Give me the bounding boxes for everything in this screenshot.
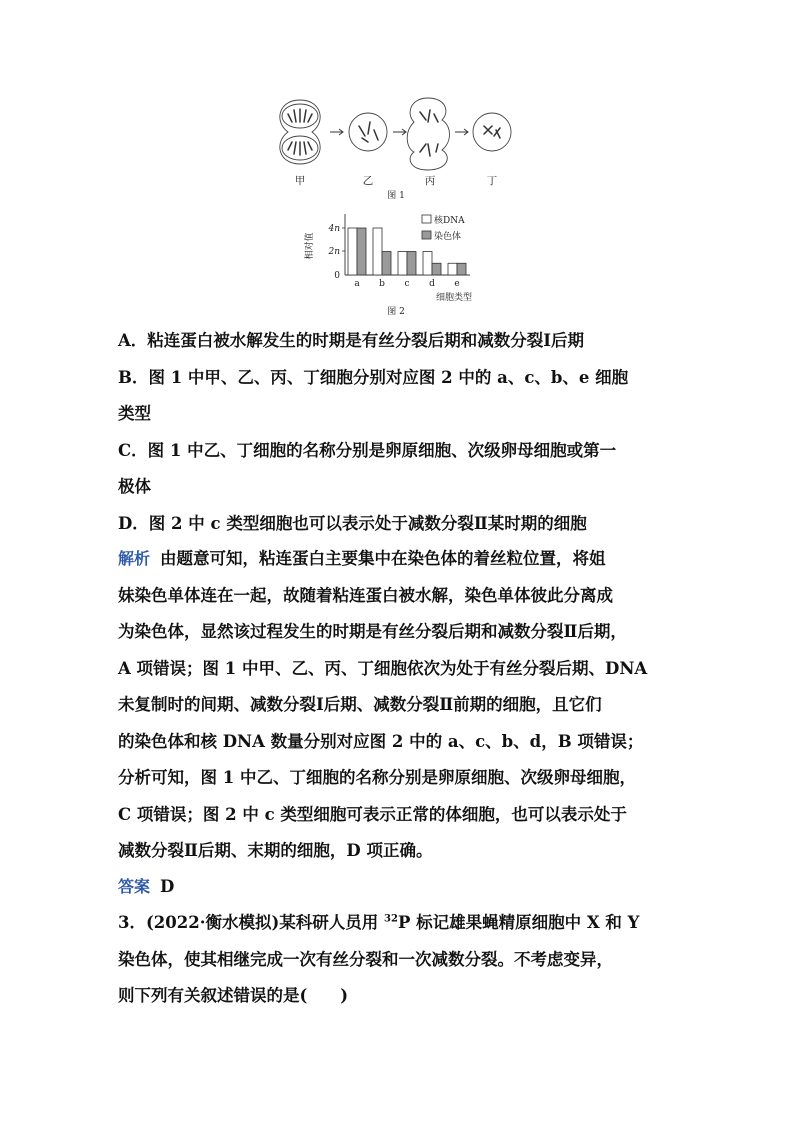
label-jia: 甲 [294, 175, 306, 187]
figure1-caption: 图 1 [387, 191, 405, 201]
bar-dna-b [373, 228, 382, 275]
label-ding: 丁 [486, 175, 498, 187]
option-d: D．图 2 中 c 类型细胞也可以表示处于减数分裂Ⅱ某时期的细胞 [118, 513, 587, 533]
legend-dna-label: 核DNA [434, 216, 465, 226]
legend-chromosome-label: 染色体 [434, 232, 462, 242]
cell-bing [407, 98, 449, 170]
y-axis-label: 相对值 [305, 232, 315, 260]
bar-chromosome-e [457, 263, 466, 275]
analysis-line: C 项错误；图 2 中 c 类型细胞可表示正常的体细胞，也可以表示处于 [118, 804, 627, 824]
answer-value: D [160, 877, 175, 896]
bar-chromosome-b [382, 252, 391, 276]
figure-block [270, 92, 516, 318]
bar-dna-a [348, 228, 357, 275]
answer-block [118, 869, 688, 906]
bar-dna-c [398, 252, 407, 276]
ytick-0: 0 [334, 271, 340, 281]
analysis-line: 未复制时的间期、减数分裂Ⅰ后期、减数分裂Ⅱ前期的细胞，且它们 [118, 695, 602, 714]
x-tick-labels [354, 279, 459, 289]
x-tick-d: d [429, 279, 435, 289]
option-c-line1: C．图 1 中乙、丁细胞的名称分别是卵原细胞、次级卵母细胞或第一 [118, 440, 617, 460]
label-bing: 丙 [424, 175, 436, 187]
analysis-tag: 解析 [118, 549, 151, 568]
ytick-2n: 2n [328, 247, 340, 257]
cell-yi [349, 113, 387, 151]
question-3-line2: 染色体，使其相继完成一次有丝分裂和一次减数分裂。不考虑变异， [118, 949, 613, 969]
bar-dna-d [423, 252, 432, 276]
x-axis-label: 细胞类型 [435, 293, 473, 303]
options-block [118, 323, 688, 542]
bar-chromosome-a [357, 228, 366, 275]
analysis-line: 由题意可知，粘连蛋白主要集中在染色体的着丝粒位置，将姐 [160, 549, 606, 568]
question-3-line3: 则下列有关叙述错误的是( ) [118, 986, 349, 1005]
x-tick-e: e [454, 279, 460, 289]
analysis-line: 为染色体，显然该过程发生的时期是有丝分裂后期和减数分裂Ⅱ后期， [118, 622, 627, 641]
cell-ding [473, 113, 511, 151]
option-b-line2: 类型 [118, 404, 151, 423]
x-tick-a: a [354, 279, 360, 289]
cell-division-figure [270, 92, 516, 318]
option-c-line2: 极体 [118, 477, 151, 496]
bar-chromosome-d [432, 263, 441, 275]
x-tick-c: c [404, 279, 410, 289]
bar-chromosome-c [407, 252, 416, 276]
option-b-line1: B．图 1 中甲、乙、丙、丁细胞分别对应图 2 中的 a、c、b、e 细胞 [118, 367, 629, 387]
analysis-block [118, 541, 688, 870]
option-a: A．粘连蛋白被水解发生的时期是有丝分裂后期和减数分裂Ⅰ后期 [118, 331, 585, 350]
analysis-line: 分析可知，图 1 中乙、丁细胞的名称分别是卵原细胞、次级卵母细胞， [118, 768, 636, 787]
analysis-line: 妹染色单体连在一起，故随着粘连蛋白被水解，染色单体彼此分离成 [118, 585, 613, 605]
isotope-superscript: 32 [384, 913, 398, 925]
answer-tag: 答案 [118, 877, 151, 896]
analysis-line: A 项错误；图 1 中甲、乙、丙、丁细胞依次为处于有丝分裂后期、DNA [118, 658, 648, 678]
question-3-line1: 3．(2022·衡水模拟)某科研人员用 $^{32}$P 标记雄果蝇精原细胞中 X 和 Y [118, 913, 640, 932]
legend-dna-swatch [422, 215, 431, 223]
legend-chromosome-swatch [422, 231, 431, 239]
cell-jia [280, 100, 320, 164]
analysis-line: 减数分裂Ⅱ后期、末期的细胞，D 项正确。 [118, 841, 433, 860]
ytick-4n: 4n [328, 224, 340, 234]
label-yi: 乙 [362, 175, 374, 187]
x-tick-b: b [379, 279, 385, 289]
question-3-block [118, 905, 688, 1015]
analysis-line: 的染色体和核 DNA 数量分别对应图 2 中的 a、c、b、d，B 项错误； [118, 731, 644, 751]
figure2-caption: 图 2 [387, 307, 405, 317]
bar-dna-e [448, 263, 457, 275]
